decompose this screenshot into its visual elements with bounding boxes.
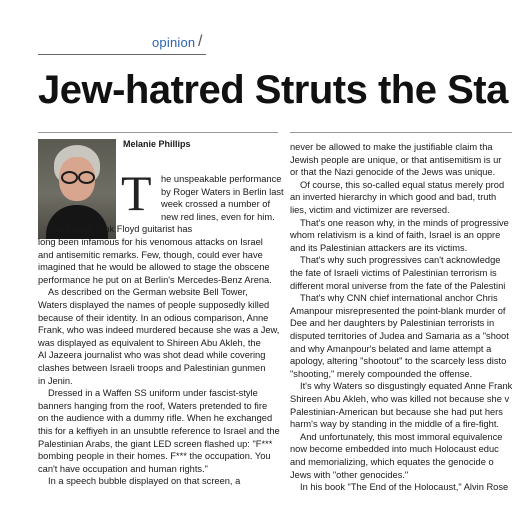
right-column-line: In his book "The End of the Holocaust," Alvin Rose — [300, 482, 509, 493]
left-column-line: and antisemitic remarks. Few, though, could ever have — [38, 249, 263, 260]
left-column-line: As described on the German website Bell Tower, — [48, 287, 248, 298]
right-column-line: That's why CNN chief international anchor Chris — [300, 293, 498, 304]
headline: Jew-hatred Struts the Sta — [38, 68, 508, 112]
right-column-line: and memorializing, which equates the genocide o — [290, 457, 494, 467]
left-column-line: by Roger Waters in Berlin last — [161, 186, 284, 197]
right-column-line: Of course, this so-called equal status merely prod — [300, 179, 505, 190]
left-column-line: The former Pink Floyd guitarist has — [48, 224, 193, 235]
right-column-line: Jews with "other genocides." — [290, 469, 409, 480]
section-slash: / — [198, 33, 203, 50]
left-column-line: Frank, who was indeed murdered because she was a Jew, — [38, 325, 280, 336]
author-byline: Melanie Phillips — [123, 139, 191, 149]
right-column-line: different moral universe from the fate of the Palestini — [290, 280, 506, 291]
right-column-line: now become embedded into much Holocaust educ — [290, 444, 499, 455]
left-column-line: new red lines, even for him. — [161, 211, 275, 222]
right-column-line: the fate of Israeli victims of Palestinian terrorism is — [290, 268, 497, 278]
right-column-line: whom relativism is a kind of faith, Israel is an oppre — [290, 230, 501, 241]
drop-cap: T — [121, 165, 152, 221]
left-column-line: long been infamous for his venomous attacks on Israel — [38, 237, 263, 247]
left-column-line: performance he put on at Berlin's Mercedes-Benz Arena. — [38, 274, 272, 285]
left-column-line: can't have occupation and human rights." — [38, 463, 208, 474]
left-column-line: Dressed in a Waffen SS uniform under fascist-style — [48, 388, 258, 399]
right-column-line: apology, altering "shootout" to the scarcely less disto — [290, 356, 507, 367]
right-column-line: Palestinian-American but because she had put hers — [290, 406, 503, 417]
right-column-line: disputed territories of Judea and Samaria as a "shoot — [290, 331, 509, 341]
right-column-line: Shireen Abu Akleh, who was killed not because she v — [290, 394, 510, 404]
column-rule-left — [38, 132, 278, 133]
left-column-line: bombing people in their homes. F*** the occupation. You — [38, 451, 271, 462]
right-column-line: harm's way by standing in the middle of a fire-fight. — [290, 419, 499, 430]
left-column-line: in Jenin. — [38, 375, 73, 386]
right-column-line: "shooting," merely compounded the offense. — [290, 368, 473, 379]
section-rule — [38, 54, 206, 55]
right-column-line: never be allowed to make the justifiable claim tha — [290, 142, 493, 152]
left-column-line: week crossed a number of — [161, 199, 271, 210]
right-column-line: It's why Waters so disgustingly equated Anne Frank — [300, 381, 512, 392]
right-column-line: That's why such progressives can't acknowledge — [300, 255, 501, 266]
left-column-line: Palestinian Arabs, the giant LED screen flashed up: "F*** — [38, 438, 273, 449]
left-column-line: Waters displayed the names of people supposedly killed — [38, 300, 270, 310]
right-column-line: or that the Nazi genocide of the Jews was unique. — [290, 167, 496, 178]
right-column-line: Amanpour misrepresented the point-blank murder of — [290, 305, 506, 316]
left-column-line: banners hanging from the roof, Waters pretended to fire — [38, 400, 268, 411]
section-label: opinion — [152, 35, 196, 50]
left-column-line: this for a keffiyeh in an unsubtle reference to Israel and the — [38, 426, 280, 436]
left-column-line: Al Jazeera journalist who was shot dead while covering — [38, 350, 266, 361]
left-column-line: he unspeakable performance — [161, 174, 282, 184]
right-column-line: lies, victim and victimizer are reversed. — [290, 205, 450, 215]
right-column-line: Dee and her daughters by Palestinian terrorists in — [290, 318, 495, 329]
column-rule-right — [290, 132, 512, 133]
right-column-line: and why Amanpour's belated and lame attempt a — [290, 343, 492, 354]
right-column-line: an inverted hierarchy in which good and bad, truth — [290, 192, 497, 203]
right-column-line: And unfortunately, this most immoral equivalence — [300, 431, 503, 442]
right-column-line: That's one reason why, in the minds of progressive — [300, 217, 509, 228]
left-column-line: clashes between Israeli troops and Palestinian gunmen — [38, 363, 266, 373]
right-column-line: Jewish people are unique, or that antisemitism is ur — [290, 154, 502, 165]
left-column-line: because of their identity. In an odious comparison, Anne — [38, 312, 269, 323]
right-column-line: and its Palestinian attackers are its victims. — [290, 242, 468, 253]
left-column-line: imagined that he would be allowed to stage the obscene — [38, 262, 270, 273]
left-column-line: In a speech bubble displayed on that screen, a — [48, 476, 241, 487]
left-column-line: on the audience with a dummy rifle. When he exchanged — [38, 413, 273, 424]
left-column-line: was displayed as equivalent to Shireen Abu Akleh, the — [38, 337, 261, 348]
